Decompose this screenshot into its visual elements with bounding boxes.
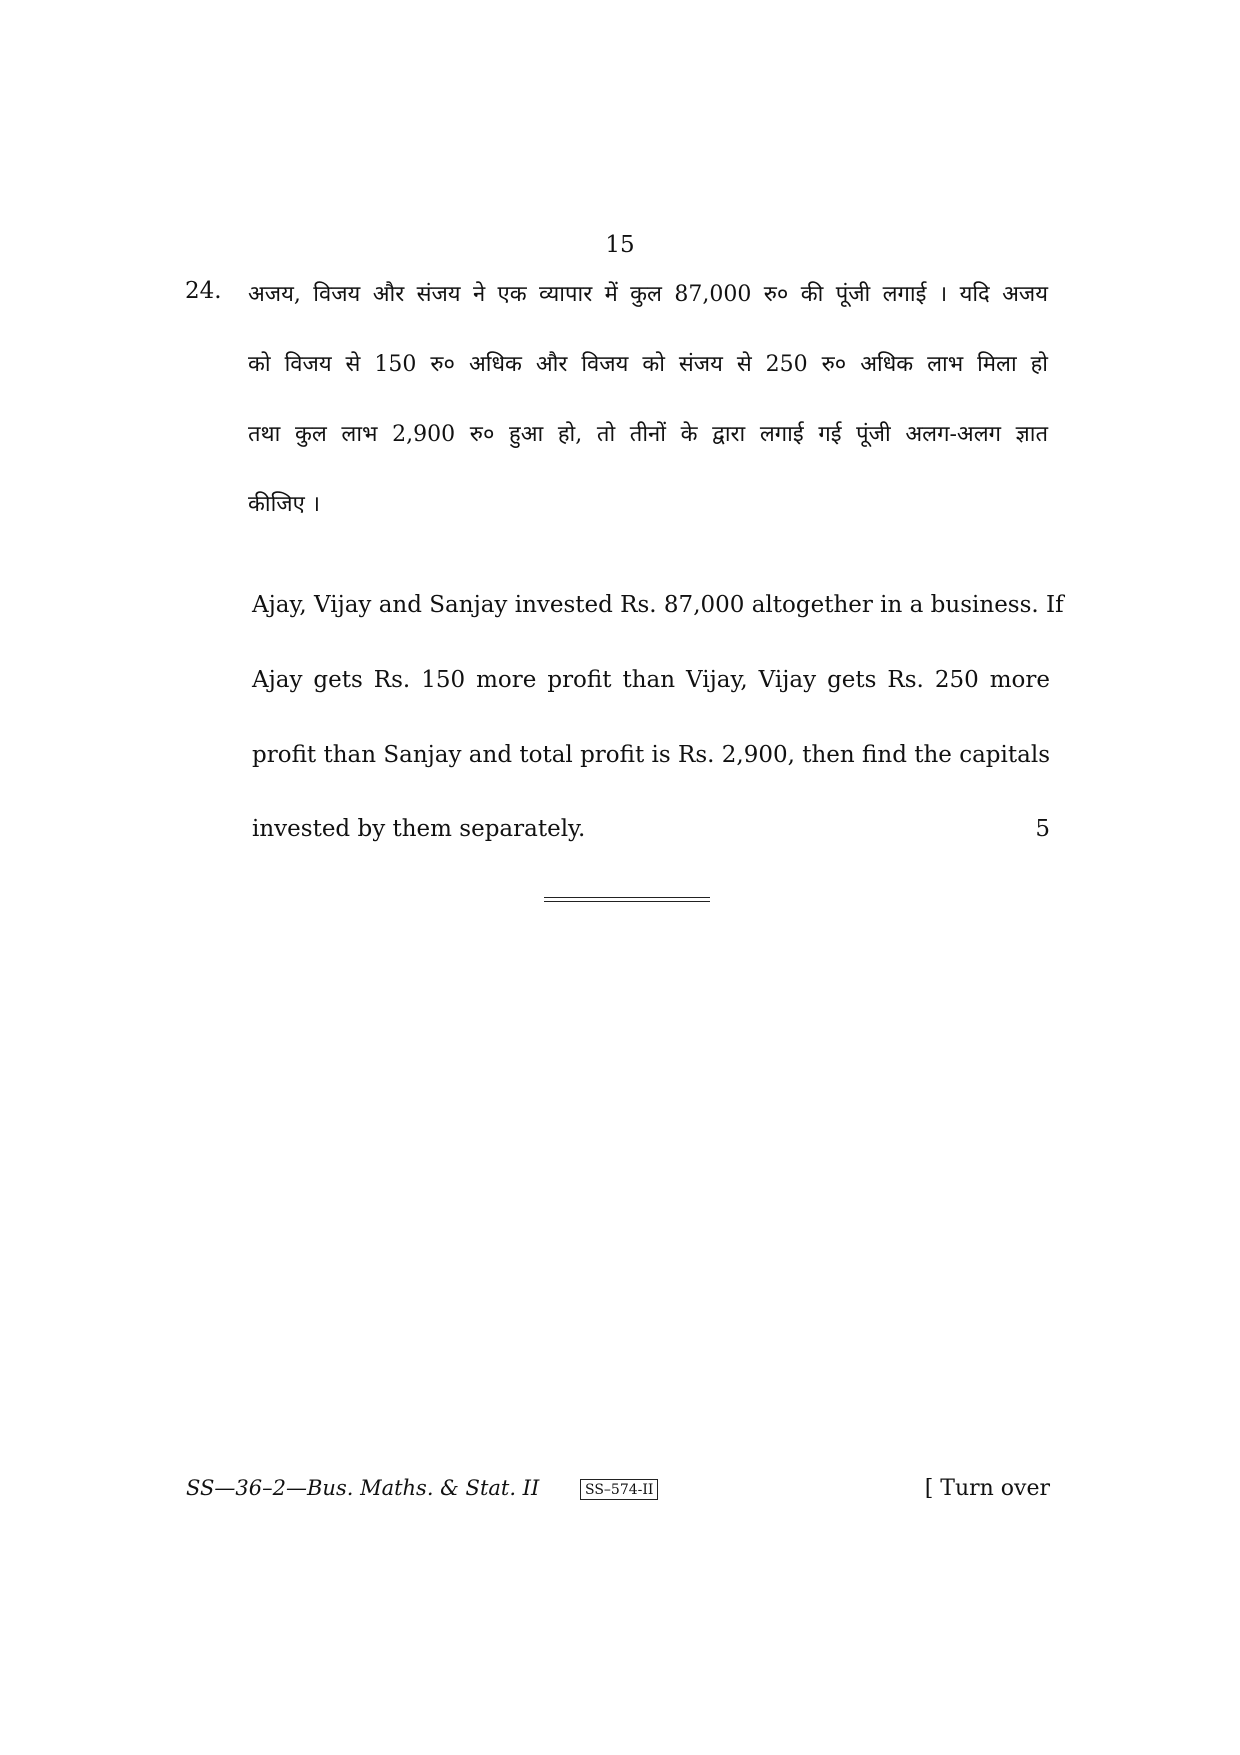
footer-paper-title: SS—36–2—Bus. Maths. & Stat. II — [186, 1476, 540, 1500]
footer-turn-over: [ Turn over — [924, 1476, 1050, 1501]
english-text-line: invested by them separately. — [252, 816, 586, 842]
english-text-line: Ajay gets Rs. 150 more profit than Vijay, Vijay gets Rs. 250 more — [252, 667, 1050, 693]
english-text-line: profit than Sanjay and total profit is Rs. 2,900, then find the capitals — [252, 742, 1050, 768]
hindi-text-line: अजय, विजय और संजय ने एक व्यापार में कुल 87,000 रु० की पूंजी लगाई । यदि अजय — [248, 282, 1048, 307]
footer-paper-code: SS–574-II — [580, 1479, 658, 1500]
question-marks: 5 — [1035, 816, 1050, 842]
hindi-text-line: कीजिए । — [248, 492, 321, 517]
question-number: 24. — [185, 278, 222, 304]
page-number: 15 — [605, 232, 635, 258]
end-of-question-rule — [544, 897, 710, 902]
hindi-text-line: तथा कुल लाभ 2,900 रु० हुआ हो, तो तीनों के द्वारा लगाई गई पूंजी अलग-अलग ज्ञात — [248, 422, 1048, 447]
english-text-line: Ajay, Vijay and Sanjay invested Rs. 87,000 altogether in a business. If — [252, 592, 1064, 618]
hindi-text-line: को विजय से 150 रु० अधिक और विजय को संजय से 250 रु० अधिक लाभ मिला हो — [248, 352, 1048, 377]
